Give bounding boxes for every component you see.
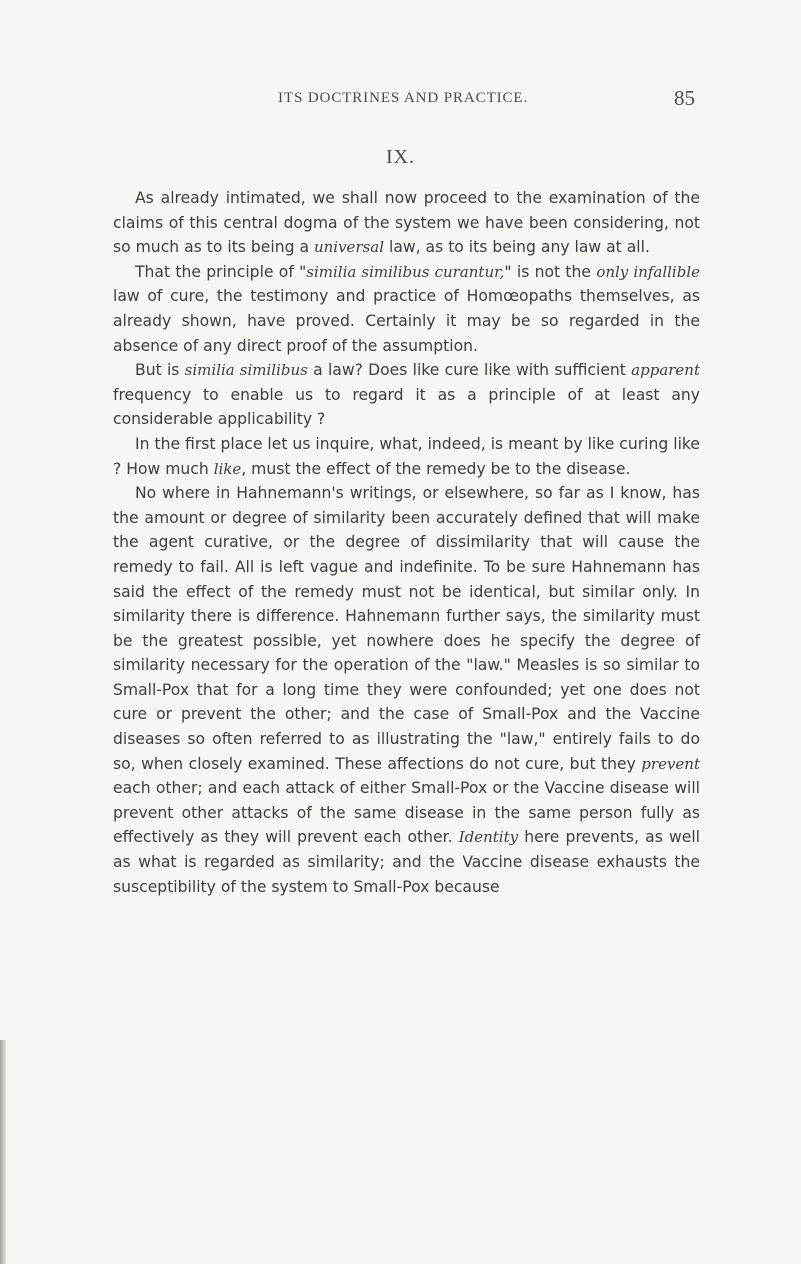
paragraph-4	[113, 432, 700, 481]
paragraph-5-italic-2: Identity	[458, 828, 519, 847]
paragraph-5-text-1: No where in Hahnemann's writings, or elsewhere, so far as I know, has the amount or degree of similarity been accurately defined that will make the agent curative, or the degree of dissimilarity that will cause the remedy to fail. All is left vague and indefinite. To be sure Hahnemann has said the effect of the remedy must not be identical, but similar only. In similarity there is difference. Hahnemann further says, the similarity must be the greatest possible, yet nowhere does he specify the degree of similarity necessary for the operation of the "law." Measles is so similar to Small-Pox that for a long time they were confounded; yet one does not cure or prevent the other; and the case of Small-Pox and the Vaccine diseases so often referred to as illustrating the "law," entirely fails to do so, when closely examined. These affections do not cure, but they	[113, 484, 700, 773]
page-edge-shadow	[0, 1040, 6, 1264]
paragraph-5-italic-1: prevent	[641, 754, 700, 773]
paragraph-2-text-3: law of cure, the testimony and practice of Homœopaths themselves, as already shown, have proved. Certainly it may be so regarded in the absence of any direct proof of the assumption.	[113, 287, 700, 355]
paragraph-3-text-3: frequency to enable us to regard it as a principle of at least any considerable applicability ?	[113, 385, 700, 429]
paragraph-1	[113, 186, 700, 260]
body-text	[113, 186, 700, 899]
paragraph-1-text-1: As already intimated, we shall now proceed to the examination of the claims of this central dogma of the system we have been considering, not so much as to its being a	[113, 189, 700, 257]
paragraph-3-italic-1: similia similibus	[184, 361, 308, 380]
paragraph-1-text-2: law, as to its being any law at all.	[384, 238, 650, 257]
paragraph-4-italic-1: like	[213, 459, 242, 478]
paragraph-3-italic-2: apparent	[631, 361, 700, 380]
paragraph-5	[113, 481, 700, 899]
paragraph-2-italic-1: similia similibus curantur,	[306, 262, 505, 281]
paragraph-1-italic-1: universal	[313, 238, 385, 257]
paragraph-3-text-2: a law? Does like cure like with sufficient	[307, 361, 632, 380]
paragraph-3-text-1: But is	[135, 361, 185, 380]
page-header	[0, 86, 801, 114]
paragraph-4-text-2: , must the effect of the remedy be to the disease.	[241, 459, 631, 478]
paragraph-2-text-2: " is not the	[504, 262, 597, 281]
paragraph-4-text-1: In the first place let us inquire, what, indeed, is meant by like curing like ? How much	[113, 434, 700, 478]
paragraph-5-text-2: each other; and each attack of either Small-Pox or the Vaccine disease will prevent other attacks of the same disease in the same person fully as effectively as they will prevent each other.	[113, 779, 700, 847]
paragraph-3	[113, 358, 700, 432]
paragraph-2-italic-2: only infallible	[596, 262, 700, 281]
paragraph-2	[113, 260, 700, 358]
paragraph-2-text-1: That the principle of "	[135, 262, 307, 281]
running-head: ITS DOCTRINES AND PRACTICE.	[278, 90, 529, 106]
paragraph-5-text-3: here prevents, as well as what is regarded as similarity; and the Vaccine disease exhausts the susceptibility of the system to Small-Pox because	[113, 828, 701, 896]
page-number: 85	[674, 86, 695, 110]
section-title: IX.	[385, 146, 416, 168]
